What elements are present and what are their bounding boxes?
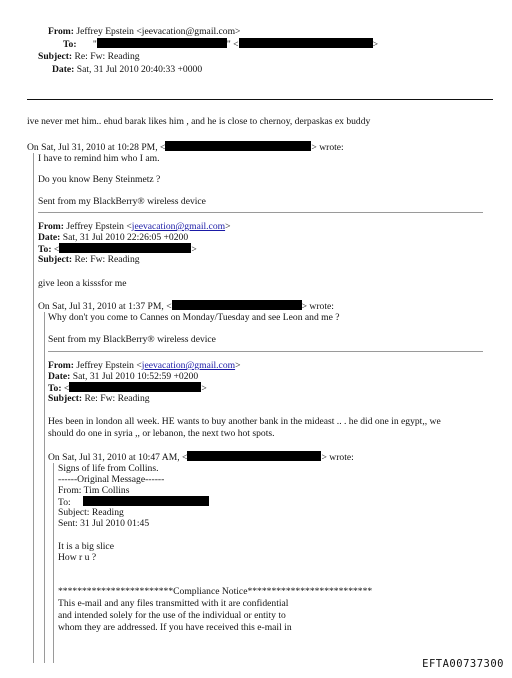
msg2-from-end: >	[225, 221, 231, 232]
quote3-sent: Sent: 31 Jul 2010 01:45	[58, 518, 150, 529]
redaction-box	[172, 300, 302, 310]
msg2-from-label: From:	[38, 221, 64, 232]
redaction-box	[239, 38, 373, 48]
quote2-signature: Sent from my BlackBerry® wireless device	[48, 334, 216, 345]
redaction-box	[97, 38, 227, 48]
compliance-notice-title: ************************Compliance Notice**************************	[58, 586, 373, 597]
quote3-on: On Sat, Jul 31, 2010 at 10:47 AM, <	[48, 452, 188, 463]
header-from-value: Jeffrey Epstein <jeevacation@gmail.com>	[76, 26, 241, 37]
msg3-to-label: To:	[48, 383, 62, 394]
msg3-from-email-link[interactable]: jeevacation@gmail.com	[141, 360, 236, 371]
header-to-end: >	[372, 39, 378, 50]
quote2-wrote: > wrote:	[301, 301, 334, 312]
header-to-mid: " <	[226, 39, 239, 50]
header-to-line	[63, 38, 378, 50]
quote1-divider	[38, 212, 483, 213]
msg3-from-line	[48, 360, 241, 371]
compliance-notice-line3: whom they are addressed. If you have received this e-mail in	[58, 622, 292, 633]
msg2-date-line	[38, 232, 188, 243]
quote1-line2: Do you know Beny Steinmetz ?	[38, 174, 161, 185]
reply-text: ive never met him.. ehud barak likes him , and he is close to chernoy, derpaskas ex buddy	[27, 116, 371, 127]
quote3-line1: Signs of life from Collins.	[58, 463, 159, 474]
header-from-label: From:	[48, 26, 74, 37]
header-to-label: To:	[63, 39, 77, 50]
header-date-label: Date:	[52, 64, 75, 75]
quote-bar-level2	[44, 312, 45, 663]
quote1-attribution	[27, 141, 344, 153]
redaction-box	[187, 451, 321, 461]
quote3-subject: Subject: Reading	[58, 507, 124, 518]
redaction-box	[165, 141, 311, 151]
msg2-date-value: Sat, 31 Jul 2010 22:26:05 +0200	[62, 232, 189, 243]
msg2-text: give leon a kisssfor me	[38, 278, 127, 289]
redaction-box	[83, 496, 209, 506]
compliance-notice-line2: and intended solely for the use of the individual or entity to	[58, 610, 286, 621]
header-date-line	[52, 64, 202, 75]
redaction-box	[69, 382, 201, 392]
msg3-text-line2: should do one in syria ,, or lebanon, the next two hot spots.	[48, 428, 275, 439]
quote3-original-message: ------Original Message------	[58, 474, 165, 485]
header-from-line	[48, 26, 240, 37]
msg2-to-label: To:	[38, 244, 52, 255]
msg2-from-line	[38, 221, 231, 232]
header-subject-value: Re: Fw: Reading	[74, 51, 140, 62]
quote-bar-level3	[53, 463, 54, 663]
msg2-date-label: Date:	[38, 232, 61, 243]
quote2-on: On Sat, Jul 31, 2010 at 1:37 PM, <	[38, 301, 172, 312]
msg3-text-line1: Hes been in london all week. HE wants to buy another bank in the mideast .. . he did one in egypt,, we	[48, 416, 441, 427]
msg3-subject-label: Subject:	[48, 393, 83, 404]
quote1-wrote: > wrote:	[311, 142, 344, 153]
redaction-box	[59, 243, 191, 253]
quote3-wrote: > wrote:	[321, 452, 354, 463]
msg3-date-label: Date:	[48, 371, 71, 382]
msg2-to-suffix: >	[191, 244, 197, 255]
quote3-slice-line1: It is a big slice	[58, 541, 114, 552]
header-to-quote: "	[92, 39, 97, 50]
header-subject-line	[38, 51, 140, 62]
header-subject-label: Subject:	[38, 51, 73, 62]
quote1-line1: I have to remind him who I am.	[38, 153, 160, 164]
quote3-from: From: Tim Collins	[58, 485, 130, 496]
msg2-from-name: Jeffrey Epstein <	[66, 221, 132, 232]
quote1-on: On Sat, Jul 31, 2010 at 10:28 PM, <	[27, 142, 166, 153]
msg3-subject-line	[48, 393, 150, 404]
bates-number: EFTA00737300	[422, 657, 504, 670]
quote3-slice-line2: How r u ?	[58, 552, 97, 563]
header-divider	[27, 99, 493, 100]
header-date-value: Sat, 31 Jul 2010 20:40:33 +0000	[76, 64, 203, 75]
msg3-subject-value: Re: Fw: Reading	[84, 393, 150, 404]
msg3-from-name: Jeffrey Epstein <	[76, 360, 142, 371]
quote3-attribution	[48, 451, 354, 463]
msg2-from-email-link[interactable]: jeevacation@gmail.com	[131, 221, 226, 232]
msg3-from-end: >	[235, 360, 241, 371]
msg3-to-prefix: <	[63, 383, 70, 394]
quote2-line1: Why don't you come to Cannes on Monday/Tuesday and see Leon and me ?	[48, 312, 340, 323]
msg2-subject-line	[38, 254, 140, 265]
msg2-subject-label: Subject:	[38, 254, 73, 265]
quote1-signature: Sent from my BlackBerry® wireless device	[38, 196, 206, 207]
quote2-divider	[48, 351, 483, 352]
msg2-subject-value: Re: Fw: Reading	[74, 254, 140, 265]
quote2-attribution	[38, 300, 334, 312]
msg3-from-label: From:	[48, 360, 74, 371]
quote-bar-level1	[33, 153, 34, 663]
quote3-to-label: To:	[58, 497, 71, 508]
msg3-date-value: Sat, 31 Jul 2010 10:52:59 +0200	[72, 371, 199, 382]
msg2-to-prefix: <	[53, 244, 60, 255]
compliance-notice-line1: This e-mail and any files transmitted with it are confidential	[58, 598, 289, 609]
msg3-date-line	[48, 371, 198, 382]
msg3-to-suffix: >	[201, 383, 207, 394]
